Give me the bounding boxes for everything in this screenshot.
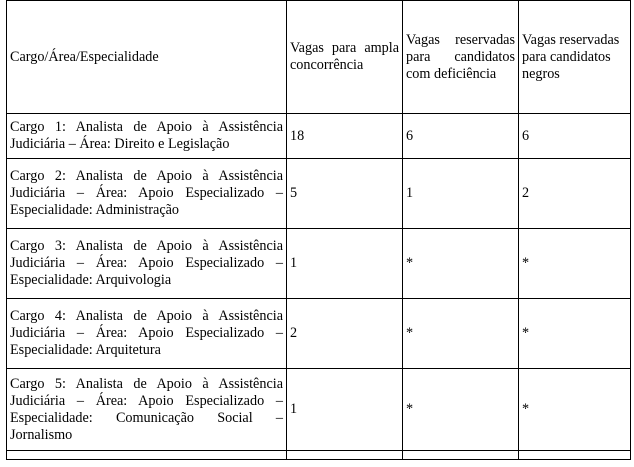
cut-off-cell [7,451,287,460]
ampla-cell: 2 [287,299,403,369]
header-negros: Vagas reservadas para candidatos negros [519,1,631,114]
negros-cell: 6 [519,114,631,159]
negros-cell: 2 [519,159,631,229]
header-deficiencia: Vagas reservadas para candidatos com deficiência [403,1,519,114]
deficiencia-cell: 6 [403,114,519,159]
cargo-cell: Cargo 2: Analista de Apoio à Assistência Judiciária – Área: Apoio Especializado – Especialidade: Administração [7,159,287,229]
deficiencia-cell: * [403,229,519,299]
table-row [7,299,631,369]
cargo-cell: Cargo 4: Analista de Apoio à Assistência Judiciária – Área: Apoio Especializado – Especialidade: Arquitetura [7,299,287,369]
ampla-cell: 1 [287,369,403,451]
cut-off-cell [403,451,519,460]
table-row [7,114,631,159]
negros-cell: * [519,229,631,299]
cut-off-cell [519,451,631,460]
cargo-cell: Cargo 1: Analista de Apoio à Assistência Judiciária – Área: Direito e Legislação [7,114,287,159]
ampla-cell: 1 [287,229,403,299]
table-row [7,159,631,229]
table-row-cut-off [7,451,631,460]
ampla-cell: 5 [287,159,403,229]
cargo-cell: Cargo 5: Analista de Apoio à Assistência Judiciária – Área: Apoio Especializado – Especialidade: Comunicação Social – Jornalismo [7,369,287,451]
deficiencia-cell: 1 [403,159,519,229]
deficiencia-cell: * [403,299,519,369]
table-row [7,229,631,299]
cut-off-cell [287,451,403,460]
deficiencia-cell: * [403,369,519,451]
cargo-cell: Cargo 3: Analista de Apoio à Assistência Judiciária – Área: Apoio Especializado – Especialidade: Arquivologia [7,229,287,299]
negros-cell: * [519,299,631,369]
table-row [7,369,631,451]
table-header-row [7,1,631,114]
negros-cell: * [519,369,631,451]
ampla-cell: 18 [287,114,403,159]
header-ampla-concorrencia: Vagas para ampla concorrência [287,1,403,114]
vagas-table [6,0,631,460]
header-cargo: Cargo/Área/Especialidade [7,1,287,114]
